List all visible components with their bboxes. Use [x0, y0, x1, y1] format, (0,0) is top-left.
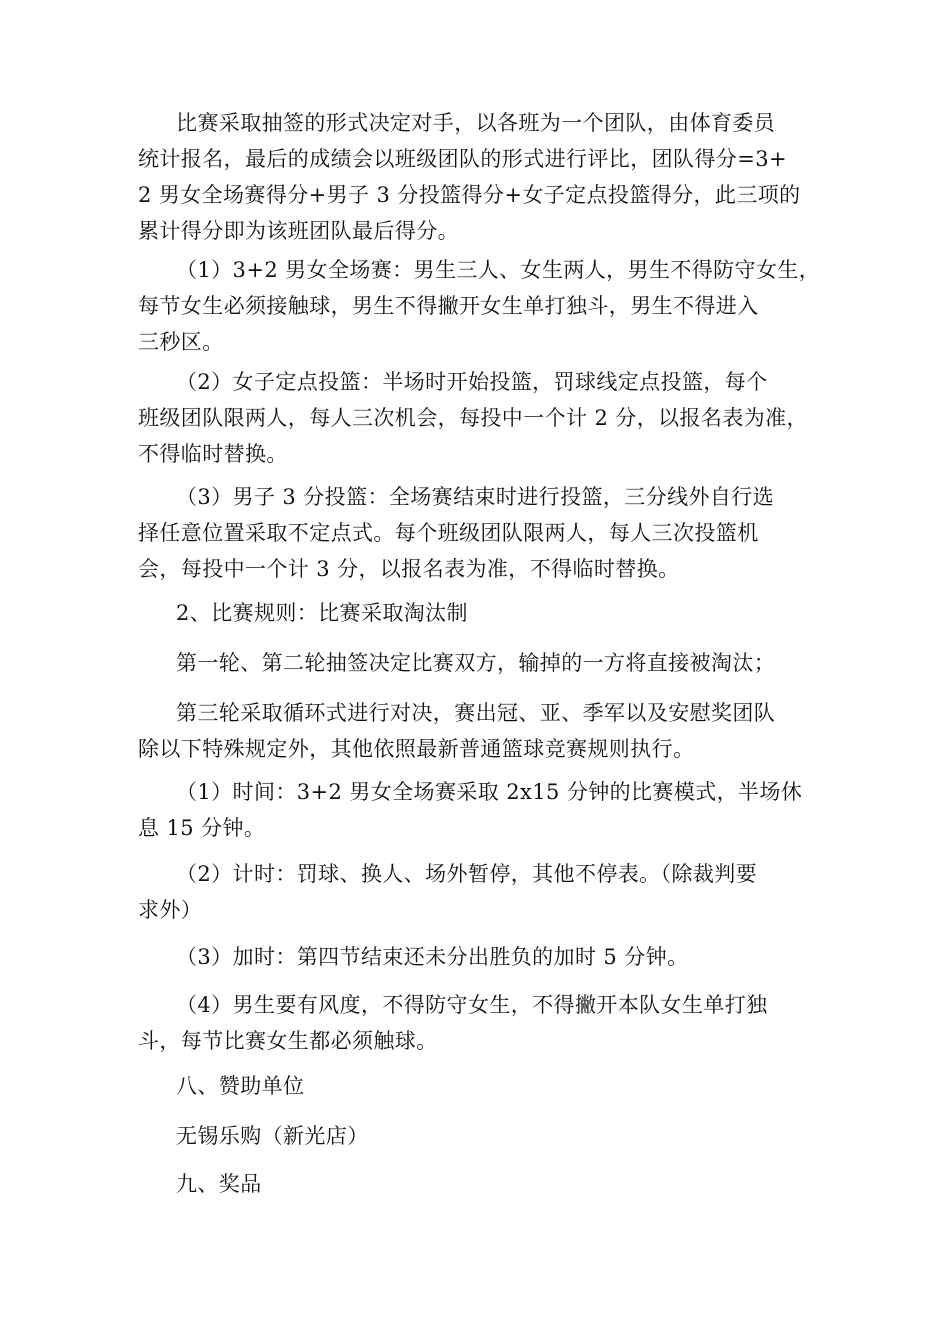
text-line: 斗，每节比赛女生都必须触球。: [138, 1029, 438, 1053]
paragraph-rule-3: [138, 479, 828, 587]
text-line: 第一轮、第二轮抽签决定比赛双方，输掉的一方将直接被淘汰；: [176, 651, 776, 675]
text-line: 2、比赛规则：比赛采取淘汰制: [176, 601, 468, 625]
text-line: 比赛采取抽签的形式决定对手，以各班为一个团队，由体育委员: [176, 111, 776, 135]
paragraph-sponsor-name: [138, 1118, 828, 1154]
text-line: 会，每投中一个计 3 分，以报名表为准，不得临时替换。: [138, 557, 680, 581]
text-line: （2）女子定点投篮：半场时开始投篮，罚球线定点投篮，每个: [176, 370, 768, 394]
text-line: 求外）: [138, 898, 203, 922]
paragraph-sportsmanship: [138, 987, 828, 1059]
text-line: 不得临时替换。: [138, 442, 288, 466]
section-heading-rules: [138, 595, 828, 631]
paragraph-overtime: [138, 939, 828, 975]
paragraph-intro: [138, 105, 828, 249]
text-line: 无锡乐购（新光店）: [176, 1124, 369, 1148]
text-line: （2）计时：罚球、换人、场外暂停，其他不停表。（除裁判要: [176, 862, 758, 886]
text-line: （3）男子 3 分投篮：全场赛结束时进行投篮，三分线外自行选: [176, 485, 775, 509]
paragraph-round-1-2: [138, 645, 828, 681]
text-line: （1）3+2 男女全场赛：男生三人、女生两人，男生不得防守女生，: [176, 258, 821, 282]
paragraph-round-3: [138, 695, 828, 767]
text-line: 累计得分即为该班团队最后得分。: [138, 219, 459, 243]
text-line: 第三轮采取循环式进行对决，赛出冠、亚、季军以及安慰奖团队: [176, 701, 776, 725]
text-line: （4）男生要有风度，不得防守女生，不得撇开本队女生单打独: [176, 993, 768, 1017]
text-line: 2 男女全场赛得分+男子 3 分投篮得分+女子定点投篮得分，此三项的: [138, 183, 801, 207]
text-line: 每节女生必须接触球，男生不得撇开女生单打独斗，男生不得进入: [138, 294, 759, 318]
text-line: 三秒区。: [138, 330, 224, 354]
section-heading-sponsor: [138, 1068, 828, 1104]
text-line: （3）加时：第四节结束还未分出胜负的加时 5 分钟。: [176, 945, 689, 969]
text-line: 除以下特殊规定外，其他依照最新普通篮球竞赛规则执行。: [138, 737, 695, 761]
paragraph-time: [138, 774, 828, 846]
section-heading-prizes: [138, 1166, 828, 1202]
text-line: 统计报名，最后的成绩会以班级团队的形式进行评比，团队得分=3+: [138, 147, 787, 171]
paragraph-rule-1: [138, 252, 828, 360]
text-line: 九、奖品: [176, 1172, 262, 1196]
text-line: 息 15 分钟。: [138, 816, 266, 840]
text-line: 班级团队限两人，每人三次机会，每投中一个计 2 分，以报名表为准，: [138, 406, 808, 430]
text-line: 择任意位置采取不定点式。每个班级团队限两人，每人三次投篮机: [138, 521, 759, 545]
text-line: 八、赞助单位: [176, 1074, 305, 1098]
paragraph-rule-2: [138, 364, 828, 472]
paragraph-timing: [138, 856, 828, 928]
text-line: （1）时间：3+2 男女全场赛采取 2x15 分钟的比赛模式，半场休: [176, 780, 803, 804]
